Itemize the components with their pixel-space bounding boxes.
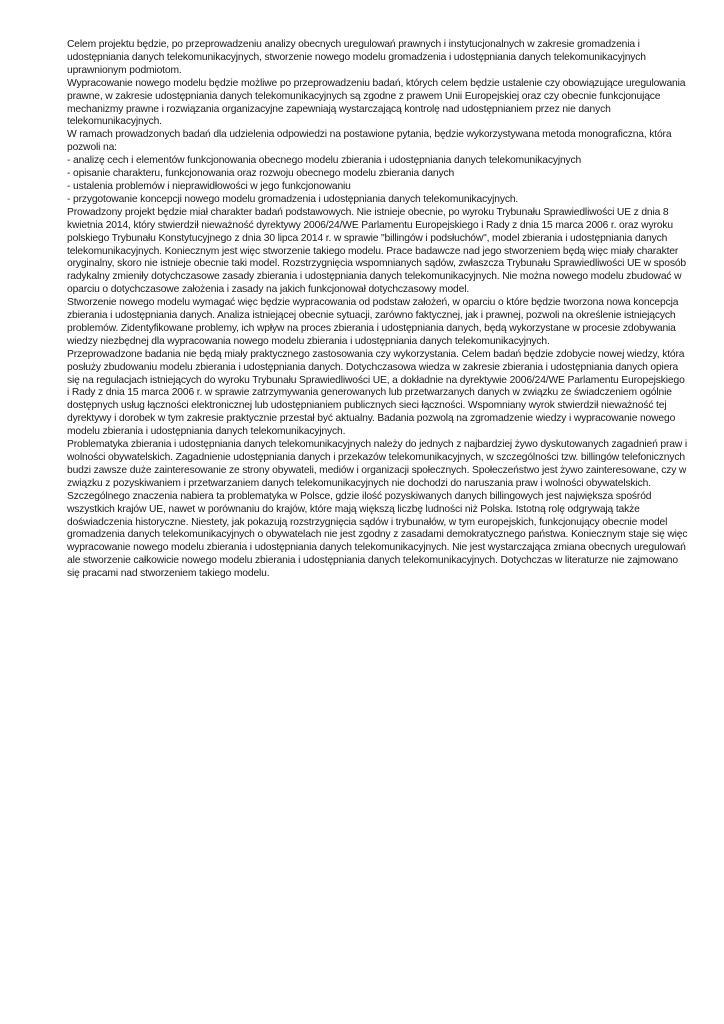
paragraph-basic-research: Prowadzony projekt będzie miał charakter badań podstawowych. Nie istnieje obecnie, po wyroku Trybunału Sprawiedliwości UE z dnia 8 kwietnia 2014, który stwierdził nieważność dyrektywy 2006/24/WE Parlamentu Europejskiego i Rady z dnia 15 marca 2006 r. oraz wyroku polskiego Trybunału Konstytucyjnego z dnia 30 lipca 2014 r. w sprawie "billingów i podsłuchów", model zbierania i udostępniania danych telekomunikacyjnych. Koniecznym jest więc stworzenie takiego modelu. Prace badawcze nad jego stworzeniem będą więc miały charakter oryginalny, skoro nie istnieje obecnie taki model. Rozstrzygnięcia wspomnianych sądów, zwłaszcza Trybunału Sprawiedliwości UE w sposób radykalny zmieniły dotychczasowe zasady zbierania i udostępniania danych telekomunikacyjnych. Nie można nowego modelu zbudować w oparciu o dotychczasowe założenia i zasady na jakich funkcjonował dotychczasowy model. bbox=[67, 206, 686, 296]
list-item-analysis: - analizę cech i elementów funkcjonowania obecnego modelu zbierania i udostępniania danych telekomunikacyjnych bbox=[67, 155, 582, 167]
list-item-problems: - ustalenia problemów i nieprawidłowości w jego funkcjonowaniu bbox=[67, 180, 351, 192]
paragraph-method: W ramach prowadzonych badań dla udzielenia odpowiedzi na postawione pytania, będzie wykorzystywana metoda monograficzna, która pozwoli na: bbox=[67, 129, 672, 154]
paragraph-civil-liberties: Problematyka zbierania i udostępniania danych telekomunikacyjnych należy do jednych z najbardziej żywo dyskutowanych zagadnień praw i wolności obywatelskich. Zagadnienie udostępniania danych i przekazów telekomunikacyjnych, w szczególności tzw. billingów telefonicznych budzi zawsze duże zainteresowanie ze strony obywateli, mediów i organizacji społecznych. Społeczeństwo jest żywo zainteresowane, czy w związku z pozyskiwaniem i przetwarzaniem danych telekomunikacyjnych nie dochodzi do naruszania praw i wolności obywatelskich. bbox=[67, 439, 687, 489]
paragraph-new-model: Stworzenie nowego modelu wymagać więc będzie wypracowania od podstaw założeń, w oparciu o które będzie tworzona nowa koncepcja zbierania i udostępniania danych. Analiza istniejącej obecnie sytuacji, zarówno faktycznej, jak i prawnej, pozwoli na określenie istniejących problemów. Zidentyfikowane problemy, ich wpływ na proces zbierania i udostępniania danych, będą wykorzystane w procesie zdobywania wiedzy niezbędnej dla wypracowania nowego modelu zbierania i udostępniania danych telekomunikacyjnych. bbox=[67, 297, 679, 347]
list-item-concept: - przygotowanie koncepcji nowego modelu gromadzenia i udostępniania danych telekomunikacyjnych. bbox=[67, 193, 519, 205]
paragraph-poland-context: Szczególnego znaczenia nabiera ta problematyka w Polsce, gdzie ilość pozyskiwanych danych billingowych jest największa spośród wszystkich krajów UE, nawet w porównaniu do krajów, które mają większą liczbę ludności niż Polska. Istotną rolę odgrywają także doświadczenia historyczne. Niestety, jak pokazują rozstrzygnięcia sądów i trybunałów, w tym europejskich, funkcjonujący obecnie model gromadzenia danych telekomunikacyjnych o obywatelach nie jest zgodny z zasadami demokratycznego państwa. Koniecznym staje się więc wypracowanie nowego modelu zbierania i udostępniania danych telekomunikacyjnych. Nie jest wystarczająca zmiana obecnych uregulowań ale stworzenie całkowicie nowego modelu zbierania i udostępniania danych telekomunikacyjnych. Dotychczas w literaturze nie zajmowano się pracami nad stworzeniem takiego modelu. bbox=[67, 490, 688, 580]
paragraph-research-scope: Wypracowanie nowego modelu będzie możliwe po przeprowadzeniu badań, których celem będzie ustalenie czy obowiązujące uregulowania prawne, w zakresie udostępniania danych telekomunikacyjnych są zgodne z prawem Unii Europejskiej oraz czy obecnie funkcjonujące mechanizmy prawne i rozwiązania organizacyjne zapewniają wystarczającą kontrolę nad udostępnianiem przez nie danych telekomunikacyjnych. bbox=[67, 77, 686, 128]
list-item-description: - opisanie charakteru, funkcjonowania oraz rozwoju obecnego modelu zbierania danych bbox=[67, 168, 455, 180]
paragraph-applicability: Przeprowadzone badania nie będą miały praktycznego zastosowania czy wykorzystania. Celem badań będzie zdobycie nowej wiedzy, która posłuży zbudowaniu modelu zbierania i udostępniania danych. Dotychczasowa wiedza w zakresie zbierania i udostępniania danych opiera się na regulacjach istniejących do wyroku Trybunału Sprawiedliwości UE, a dokładnie na dyrektywie 2006/24/WE Parlamentu Europejskiego i Rady z dnia 15 marca 2006 r. w sprawie zatrzymywania generowanych lub przetwarzanych danych w związku ze świadczeniem ogólnie dostępnych usług łączności elektronicznej lub udostępnianiem publicznych sieci łączności. Wspomniany wyrok stwierdził nieważność tej dyrektywy i dorobek w tym zakresie praktycznie przestał być aktualny. Badania pozwolą na zgromadzenie wiedzy i wypracowanie nowego modelu zbierania i udostępniania danych telekomunikacyjnych. bbox=[67, 348, 685, 438]
paragraph-project-goal: Celem projektu będzie, po przeprowadzeniu analizy obecnych uregulowań prawnych i instytucjonalnych w zakresie gromadzenia i udostępniania danych telekomunikacyjnych, stworzenie nowego modelu gromadzenia i udostępniania danych telekomunikacyjnych uprawnionym podmiotom. bbox=[67, 39, 646, 76]
